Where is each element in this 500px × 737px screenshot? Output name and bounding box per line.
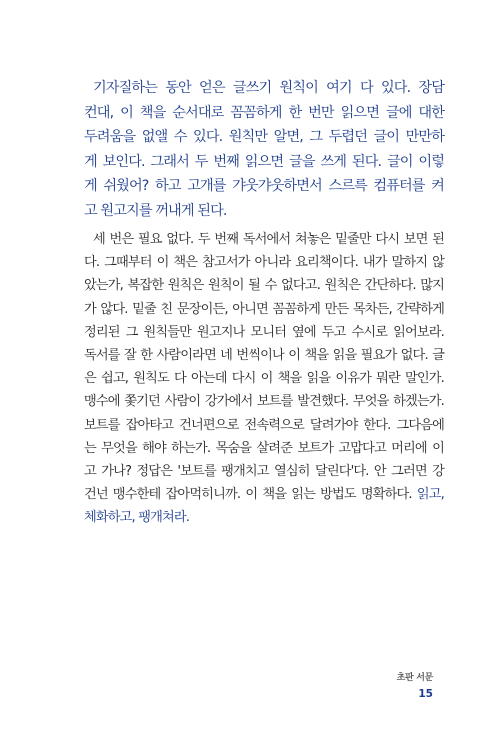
- body-line-text: 건넌 맹수한테 잡아먹히니까. 이 책을 읽는 방법도 명확하다.: [84, 487, 412, 503]
- body-line: 정리된 그 원칙들만 원고지나 모니터 옆에 두고 수시로 읽어보라.: [84, 324, 444, 340]
- body-line: 가 않다. 밑줄 친 문장이든, 아니면 꼼꼼하게 만든 목차든, 간략하게: [84, 301, 444, 317]
- body-line: 보트를 잡아타고 건너편으로 전속력으로 달려가야 한다. 그다음에: [84, 417, 444, 433]
- intro-line: 게 보인다. 그래서 두 번째 읽으면 글을 쓰게 된다. 글이 이렇: [84, 153, 444, 170]
- body-line: 았는가, 복잡한 원칙은 원칙이 될 수 없다고. 원칙은 간단하다. 많지: [84, 278, 444, 294]
- highlight-line: 체화하고, 팽개쳐라.: [84, 510, 190, 526]
- intro-paragraph: [84, 76, 444, 223]
- intro-line: 기자질하는 동안 얻은 글쓰기 원칙이 여기 다 있다. 장담: [93, 80, 444, 96]
- body-line: 다. 그때부터 이 책은 참고서가 아니라 요리책이다. 내가 말하지 않: [84, 255, 444, 271]
- body-paragraph: [84, 228, 444, 530]
- body-line: 세 번은 필요 없다. 두 번째 독서에서 쳐놓은 밑줄만 다시 보면 된: [93, 232, 444, 247]
- body-line: 은 쉽고, 원칙도 다 아는데 다시 이 책을 읽을 이유가 뭐란 말인가.: [84, 371, 444, 387]
- page-number: 15: [418, 688, 433, 700]
- intro-line: 두려움을 없앨 수 있다. 원칙만 알면, 그 두렵던 글이 만만하: [84, 129, 444, 145]
- body-line: 고 가나? 정답은 '보트를 팽개치고 열심히 달린다'다. 안 그러면 강: [84, 464, 444, 480]
- body-line-with-highlight: [84, 483, 444, 506]
- body-line: 독서를 잘 한 사람이라면 네 번씩이나 이 책을 읽을 필요가 없다. 글: [84, 348, 444, 364]
- body-line: 맹수에 쫓기던 사람이 강가에서 보트를 발견했다. 무엇을 하겠는가.: [84, 394, 444, 410]
- body-line: 는 무엇을 해야 하는가. 목숨을 살려준 보트가 고맙다고 머리에 이: [84, 440, 444, 456]
- running-head: 초판 서문: [396, 673, 433, 683]
- intro-line: 고 원고지를 꺼내게 된다.: [84, 202, 227, 219]
- intro-line: 컨대, 이 책을 순서대로 꼼꼼하게 한 번만 읽으면 글에 대한: [84, 104, 444, 121]
- highlight-text: 읽고,: [416, 487, 444, 503]
- intro-line: 게 쉬웠어? 하고 고개를 갸웃갸웃하면서 스르륵 컴퓨터를 켜: [84, 178, 444, 194]
